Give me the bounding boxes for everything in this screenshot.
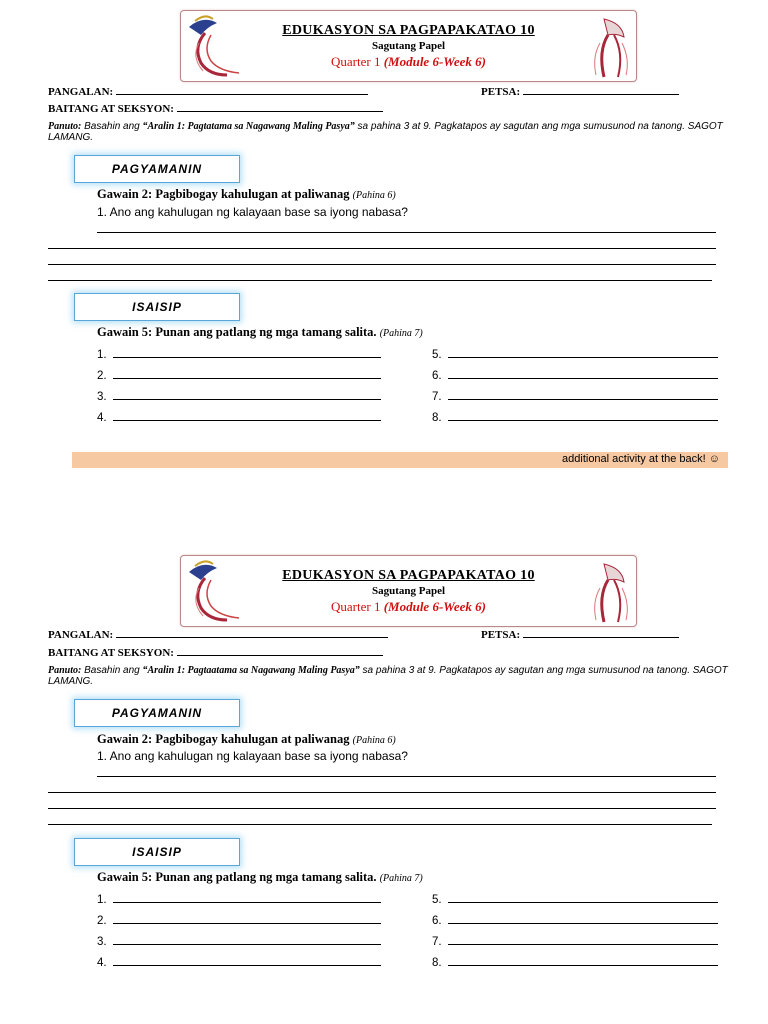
name-blank[interactable] <box>116 85 368 95</box>
module-week: (Module 6-Week 6) <box>383 54 486 69</box>
date-blank[interactable] <box>523 85 679 95</box>
gawain-5-page: (Pahina 7) <box>379 328 423 339</box>
blank-item[interactable]: 7. <box>432 390 718 403</box>
name-blank[interactable] <box>116 628 388 638</box>
additional-activity-note: additional activity at the back! ☺ <box>562 453 720 465</box>
document-subtitle: Sagutang Papel <box>371 585 446 597</box>
header-banner <box>180 10 637 82</box>
blank-item[interactable]: 6. <box>432 914 718 927</box>
date-label: PETSA: <box>481 86 521 98</box>
blank-item[interactable]: 5. <box>432 893 718 906</box>
blank-item[interactable]: 7. <box>432 935 718 948</box>
answer-line[interactable] <box>48 808 716 809</box>
blank-item[interactable]: 8. <box>432 411 718 424</box>
instructions-label: Panuto: <box>48 121 82 132</box>
grade-section-field <box>48 646 383 659</box>
name-field <box>48 628 388 641</box>
gawain-2-page: (Pahina 6) <box>352 190 396 201</box>
header-banner <box>180 555 637 627</box>
section-isaisip: ISAISIP <box>74 293 240 321</box>
module-week: (Module 6-Week 6) <box>383 599 486 614</box>
section-pagyamanin: PAGYAMANIN <box>74 699 240 727</box>
blank-item[interactable]: 1. <box>97 348 381 361</box>
quarter-label <box>181 599 636 615</box>
gawain-5-page: (Pahina 7) <box>379 873 423 884</box>
section-pagyamanin: PAGYAMANIN <box>74 155 240 183</box>
gawain-2-title: Gawain 2: Pagbibogay kahulugan at paliwanag (Pahina 6) <box>97 732 396 746</box>
document-subtitle: Sagutang Papel <box>371 40 446 52</box>
answer-line[interactable] <box>48 264 716 265</box>
answer-line[interactable] <box>48 824 712 825</box>
lesson-reference: “Aralin 1: Pagtaatama sa Nagawang Maling Pasya” <box>142 665 360 676</box>
lesson-reference: “Aralin 1: Pagtatama sa Nagawang Maling Pasya” <box>142 121 355 132</box>
blank-item[interactable]: 3. <box>97 390 381 403</box>
answer-line[interactable] <box>97 232 716 233</box>
date-field <box>481 85 679 98</box>
blank-item[interactable]: 8. <box>432 956 718 969</box>
quarter-prefix: Quarter 1 <box>331 599 381 614</box>
quarter-label <box>181 54 636 70</box>
answer-line[interactable] <box>48 248 716 249</box>
blank-item[interactable]: 2. <box>97 369 381 382</box>
date-blank[interactable] <box>523 628 679 638</box>
grade-section-blank[interactable] <box>177 646 383 656</box>
grade-section-field <box>48 102 383 115</box>
instructions: Panuto: Basahin ang “Aralin 1: Pagtatama sa Nagawang Maling Pasya” sa pahina 3 at 9. Pagkatapos ay sagutan ang mga sumusunod na tanong. SAGOT LAMANG. <box>48 121 723 143</box>
blank-item[interactable]: 1. <box>97 893 381 906</box>
answer-line[interactable] <box>48 280 712 281</box>
note-bar <box>72 452 728 468</box>
grade-section-label: BAITANG AT SEKSYON: <box>48 647 174 659</box>
date-field <box>481 628 679 641</box>
grade-section-blank[interactable] <box>177 102 383 112</box>
answer-line[interactable] <box>48 792 716 793</box>
gawain-5-title: Gawain 5: Punan ang patlang ng mga tamang salita. (Pahina 7) <box>97 870 423 884</box>
section-isaisip: ISAISIP <box>74 838 240 866</box>
name-field <box>48 85 368 98</box>
gawain-2-question: 1. Ano ang kahulugan ng kalayaan base sa iyong nabasa? <box>97 205 408 219</box>
instructions: Panuto: Basahin ang “Aralin 1: Pagtaatama sa Nagawang Maling Pasya” sa pahina 3 at 9. Pagkatapos ay sagutan ang mga sumusunod na tanong. SAGOT LAMANG. <box>48 665 728 687</box>
blank-item[interactable]: 4. <box>97 411 381 424</box>
gawain-5-title: Gawain 5: Punan ang patlang ng mga tamang salita. (Pahina 7) <box>97 325 423 339</box>
blank-item[interactable]: 2. <box>97 914 381 927</box>
instructions-label: Panuto: <box>48 665 82 676</box>
blank-item[interactable]: 3. <box>97 935 381 948</box>
gawain-2-question: 1. Ano ang kahulugan ng kalayaan base sa iyong nabasa? <box>97 749 408 763</box>
document-title: EDUKASYON SA PAGPAPAKATAO 10 <box>282 23 535 38</box>
blank-item[interactable]: 6. <box>432 369 718 382</box>
name-label: PANGALAN: <box>48 629 114 641</box>
name-label: PANGALAN: <box>48 86 114 98</box>
date-label: PETSA: <box>481 629 521 641</box>
gawain-2-page: (Pahina 6) <box>352 735 396 746</box>
blank-item[interactable]: 4. <box>97 956 381 969</box>
quarter-prefix: Quarter 1 <box>331 54 381 69</box>
blank-item[interactable]: 5. <box>432 348 718 361</box>
gawain-2-title: Gawain 2: Pagbibogay kahulugan at paliwanag (Pahina 6) <box>97 187 396 201</box>
grade-section-label: BAITANG AT SEKSYON: <box>48 103 174 115</box>
answer-line[interactable] <box>97 776 716 777</box>
document-title: EDUKASYON SA PAGPAPAKATAO 10 <box>282 568 535 583</box>
